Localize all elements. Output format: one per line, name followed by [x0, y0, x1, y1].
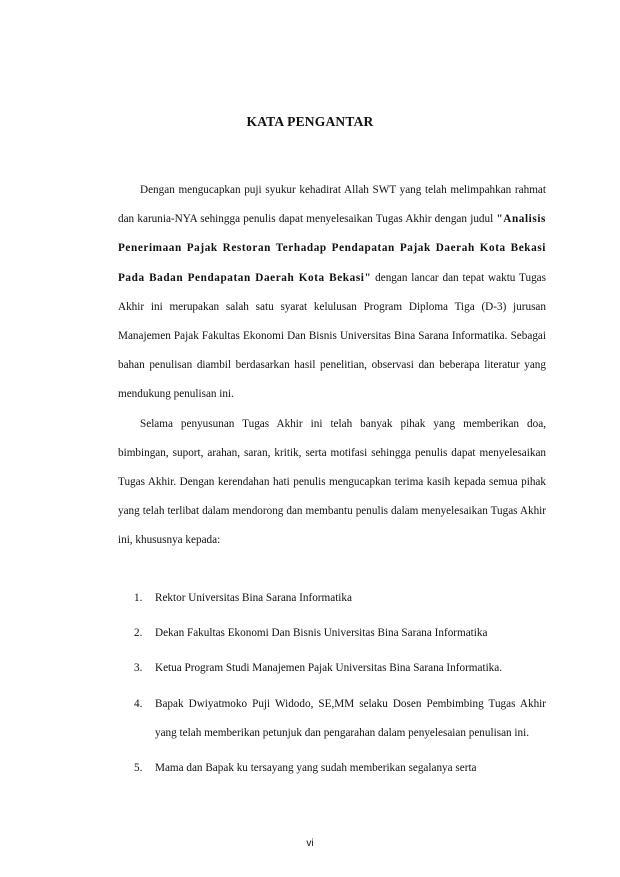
paragraph-intro-text: Dengan mengucapkan puji syukur kehadirat Allah SWT yang telah melimpahkan rahmat dan karunia-NYA sehingga penulis dapat menyelesaikan Tugas Akhir dengan judul [118, 184, 546, 226]
paragraph-acknowledgement: Selama penyusunan Tugas Akhir ini telah banyak pihak yang memberikan doa, bimbingan, suport, arahan, saran, kritik, serta motifasi sehingga penulis dapat menyelesaikan Tugas Akhir. Dengan kerendahan hati penulis mengucapkan terima kasih kepada semua pihak yang telah terlibat dalam mendorong dan membantu penulis dalam menyelesaikan Tugas Akhir ini, khususnya kepada: [118, 417, 546, 547]
page-title: KATA PENGANTAR [246, 114, 374, 129]
list-item-number: 5. [134, 762, 143, 775]
list-item [118, 754, 546, 783]
list-item-text: Ketua Program Studi Manajemen Pajak Universitas Bina Sarana Informatika. [155, 662, 503, 675]
list-item-number: 3. [134, 662, 143, 675]
list-item-number: 1. [134, 592, 143, 604]
body-text [118, 176, 546, 556]
list-item [118, 584, 546, 613]
list-item-text: Dekan Fakultas Ekonomi Dan Bisnis Universitas Bina Sarana Informatika [155, 627, 488, 640]
list-item [118, 654, 546, 683]
list-item-number: 2. [134, 627, 143, 640]
paragraph-intro-continuation: dengan lancar dan tepat waktu Tugas Akhir ini merupakan salah satu syarat kelulusan Program Diploma Tiga (D-3) jurusan Manajemen Pajak Fakultas Ekonomi Dan Bisnis Universitas Bina Sarana Informatika. Sebagai bahan penulisan diambil berdasarkan hasil penelitian, observasi dan beberapa literatur yang mendukung penulisan ini. [118, 271, 546, 401]
list-item [118, 690, 546, 748]
acknowledgement-list [118, 584, 546, 789]
paragraph-intro [118, 176, 546, 410]
thesis-title: "Analisis Penerimaan Pajak Restoran Terhadap Pendapatan Pajak Daerah Kota Bekasi Pada Badan Pendapatan Daerah Kota Bekasi" [118, 213, 546, 284]
list-item [118, 619, 546, 648]
list-item-number: 4. [134, 697, 143, 710]
page-number: vi [306, 838, 314, 849]
list-item-text: Bapak Dwiyatmoko Puji Widodo, SE,MM selaku Dosen Pembimbing Tugas Akhir yang telah memberikan petunjuk dan pengarahan dalam penyelesaian penulisan ini. [155, 697, 546, 739]
list-item-text: Mama dan Bapak ku tersayang yang sudah memberikan segalanya serta [155, 762, 477, 775]
list-item-text: Rektor Universitas Bina Sarana Informatika [155, 592, 352, 604]
